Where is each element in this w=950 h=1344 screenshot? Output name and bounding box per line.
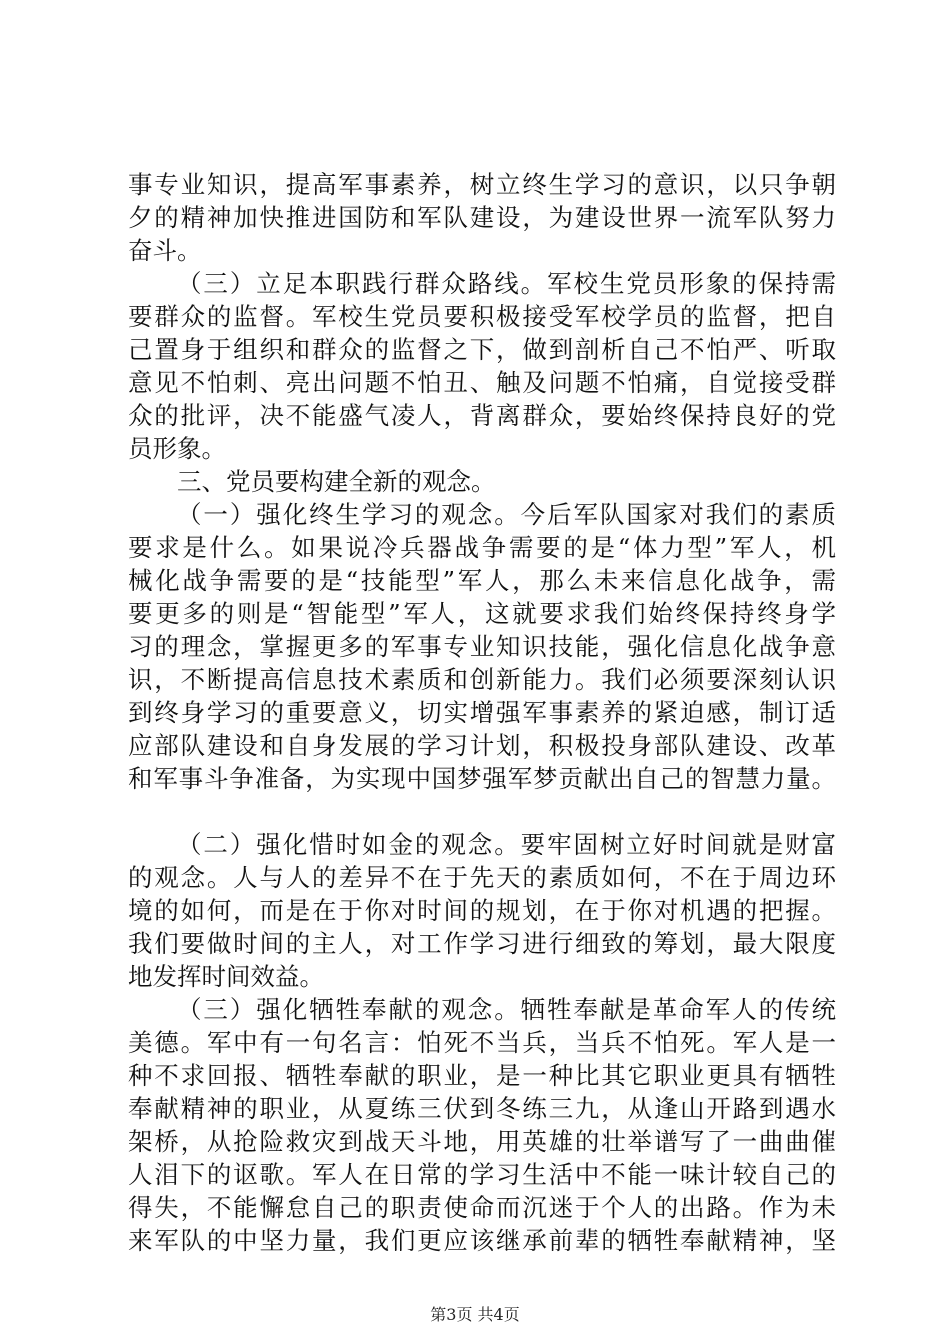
- text-line: 识，不断提高信息技术素质和创新能力。我们必须要深刻认识: [128, 665, 836, 694]
- text-line: （二）强化惜时如金的观念。要牢固树立好时间就是财富: [177, 830, 836, 859]
- text-line: 要更多的则是“智能型”军人，这就要求我们始终保持终身学: [128, 599, 836, 628]
- text-line: 和军事斗争准备，为实现中国梦强军梦贡献出自己的智慧力量。: [128, 764, 836, 793]
- text-line: 来军队的中坚力量，我们更应该继承前辈的牺牲奉献精神，坚: [128, 1226, 836, 1255]
- text-line: （一）强化终生学习的观念。今后军队国家对我们的素质: [177, 500, 836, 529]
- text-line: 械化战争需要的是“技能型”军人，那么未来信息化战争，需: [128, 566, 836, 595]
- text-line: 架桥，从抢险救灾到战天斗地，用英雄的壮举谱写了一曲曲催: [128, 1127, 836, 1156]
- text-line: 人泪下的讴歌。军人在日常的学习生活中不能一味计较自己的: [128, 1160, 836, 1189]
- text-line: 员形象。: [128, 434, 226, 463]
- text-line: 地发挥时间效益。: [128, 962, 324, 991]
- text-line: 得失，不能懈怠自己的职责使命而沉迷于个人的出路。作为未: [128, 1193, 836, 1222]
- text-line: 奉献精神的职业，从夏练三伏到冬练三九，从逢山开路到遇水: [128, 1094, 836, 1123]
- text-line: 我们要做时间的主人，对工作学习进行细致的筹划，最大限度: [128, 929, 836, 958]
- text-line: 要求是什么。如果说冷兵器战争需要的是“体力型”军人，机: [128, 533, 836, 562]
- text-line: 习的理念，掌握更多的军事专业知识技能，强化信息化战争意: [128, 632, 836, 661]
- text-line: 三、党员要构建全新的观念。: [177, 467, 496, 496]
- text-line: 众的批评，决不能盛气凌人，背离群众，要始终保持良好的党: [128, 401, 836, 430]
- text-line: 应部队建设和自身发展的学习计划，积极投身部队建设、改革: [128, 731, 836, 760]
- text-line: 事专业知识，提高军事素养，树立终生学习的意识，以只争朝: [128, 170, 836, 199]
- text-line: 到终身学习的重要意义，切实增强军事素养的紧迫感，制订适: [128, 698, 836, 727]
- blank-line: [128, 795, 836, 828]
- text-line: 夕的精神加快推进国防和军队建设，为建设世界一流军队努力: [128, 203, 836, 232]
- text-line: 要群众的监督。军校生党员要积极接受军校学员的监督，把自: [128, 302, 836, 331]
- text-line: 奋斗。: [128, 236, 202, 265]
- text-line: 的观念。人与人的差异不在于先天的素质如何，不在于周边环: [128, 863, 836, 892]
- text-line: 己置身于组织和群众的监督之下，做到剖析自己不怕严、听取: [128, 335, 836, 364]
- text-line: 美德。军中有一句名言：怕死不当兵，当兵不怕死。军人是一: [128, 1028, 836, 1057]
- page-footer: 第3页 共4页: [430, 1305, 520, 1324]
- text-line: 意见不怕刺、亮出问题不怕丑、触及问题不怕痛，自觉接受群: [128, 368, 836, 397]
- text-line: （三）立足本职践行群众路线。军校生党员形象的保持需: [177, 269, 836, 298]
- text-line: 境的如何，而是在于你对时间的规划，在于你对机遇的把握。: [128, 896, 836, 925]
- text-line: 种不求回报、牺牲奉献的职业，是一种比其它职业更具有牺牲: [128, 1061, 836, 1090]
- document-body: [128, 168, 836, 1257]
- text-line: （三）强化牺牲奉献的观念。牺牲奉献是革命军人的传统: [177, 995, 836, 1024]
